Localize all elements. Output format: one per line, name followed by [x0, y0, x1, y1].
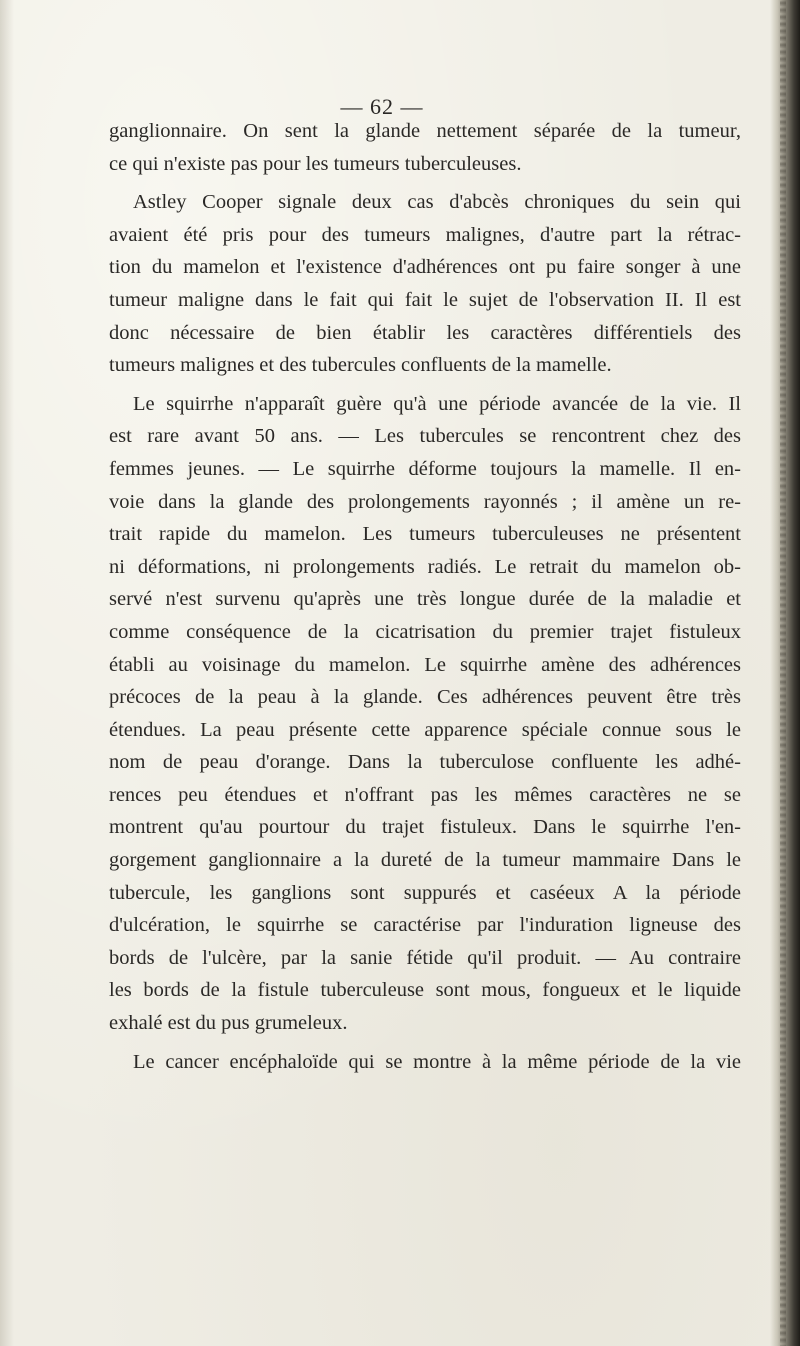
text-line: trait rapide du mamelon. Les tumeurs tuberculeuses ne présentent	[109, 523, 741, 546]
text-line: Le squirrhe n'apparaît guère qu'à une période avancée de la vie. Il	[133, 392, 741, 415]
text-line: rences peu étendues et n'offrant pas les mêmes caractères ne se	[109, 783, 741, 806]
text-line: servé n'est survenu qu'après une très longue durée de la maladie et	[109, 588, 741, 611]
text-line: tubercule, les ganglions sont suppurés et caséeux A la période	[109, 881, 741, 904]
text-line: étendues. La peau présente cette apparence spéciale connue sous le	[109, 718, 741, 741]
text-line: établi au voisinage du mamelon. Le squirrhe amène des adhérences	[109, 653, 741, 676]
page-number: — 62 —	[340, 94, 424, 119]
text-line: bords de l'ulcère, par la sanie fétide qu'il produit. — Au contraire	[109, 946, 741, 969]
text-line: tumeurs malignes et des tubercules confluents de la mamelle.	[109, 354, 612, 377]
text-line: montrent qu'au pourtour du trajet fistuleux. Dans le squirrhe l'en-	[109, 816, 741, 839]
text-line: tumeur maligne dans le fait qui fait le sujet de l'observation II. Il est	[109, 288, 741, 311]
text-line: les bords de la fistule tuberculeuse sont mous, fongueux et le liquide	[109, 979, 741, 1002]
book-binding-edge	[770, 0, 800, 1346]
text-line: d'ulcération, le squirrhe se caractérise par l'induration ligneuse des	[109, 914, 741, 937]
text-line: gorgement ganglionnaire a la dureté de la tumeur mammaire Dans le	[109, 849, 741, 872]
text-line: voie dans la glande des prolongements rayonnés ; il amène un re-	[109, 490, 741, 513]
page-left-shadow	[0, 0, 14, 1346]
text-line: Astley Cooper signale deux cas d'abcès chroniques du sein qui	[133, 191, 741, 214]
text-line: précoces de la peau à la glande. Ces adhérences peuvent être très	[109, 686, 741, 709]
text-line: nom de peau d'orange. Dans la tuberculose confluente les adhé-	[109, 751, 741, 774]
binding-texture	[780, 0, 786, 1346]
text-line: comme conséquence de la cicatrisation du premier trajet fistuleux	[109, 620, 741, 643]
text-line: ni déformations, ni prolongements radiés. Le retrait du mamelon ob-	[109, 555, 741, 578]
text-line: Le cancer encéphaloïde qui se montre à la même période de la vie	[133, 1050, 741, 1073]
text-line: ganglionnaire. On sent la glande nettement séparée de la tumeur,	[109, 120, 741, 142]
text-line: tion du mamelon et l'existence d'adhérences ont pu faire songer à une	[109, 256, 741, 279]
text-line: donc nécessaire de bien établir les caractères différentiels des	[109, 321, 741, 344]
text-line: ce qui n'existe pas pour les tumeurs tuberculeuses.	[109, 152, 522, 175]
text-line: femmes jeunes. — Le squirrhe déforme toujours la mamelle. Il en-	[109, 457, 741, 480]
text-line: est rare avant 50 ans. — Les tubercules se rencontrent chez des	[109, 425, 741, 448]
text-line: avaient été pris pour des tumeurs malignes, d'autre part la rétrac-	[109, 223, 741, 246]
text-line: exhalé est du pus grumeleux.	[109, 1012, 348, 1035]
body-text	[109, 115, 741, 1078]
